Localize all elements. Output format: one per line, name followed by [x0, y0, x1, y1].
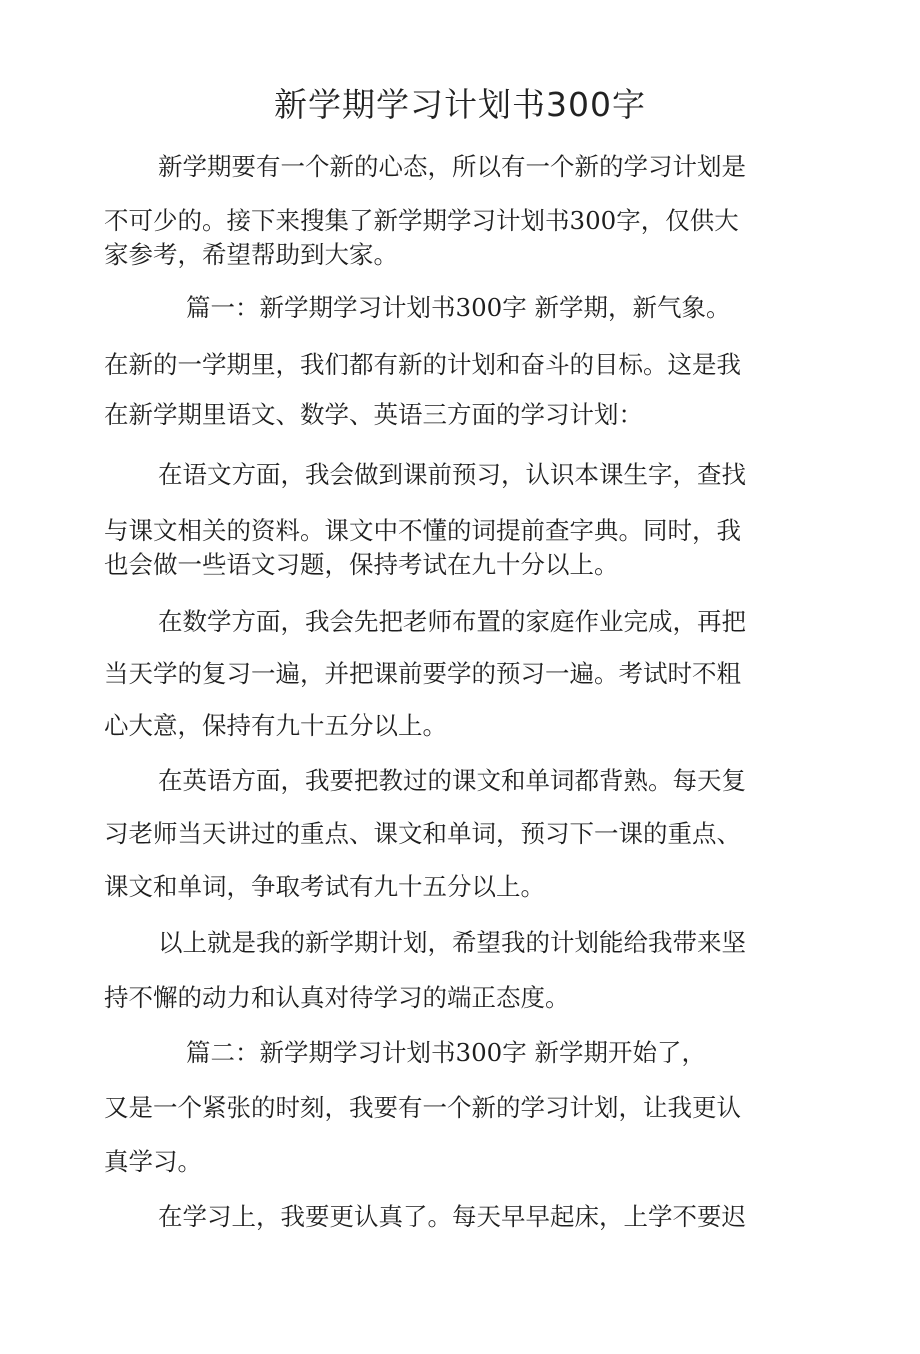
text-line-8: 与课文相关的资料。课文中不懂的词提前查字典。同时，我: [104, 516, 741, 545]
section-heading-2: 篇二：新学期学习计划书300字 新学期开始了，: [186, 1038, 707, 1067]
text-line-16: 以上就是我的新学期计划，希望我的计划能给我带来坚: [158, 928, 746, 957]
text-line-7: 在语文方面，我会做到课前预习，认识本课生字，查找: [158, 460, 746, 489]
text-line-20: 真学习。: [104, 1147, 202, 1176]
text-line-2: 不可少的。接下来搜集了新学期学习计划书300字，仅供大: [104, 206, 739, 235]
section-heading-1: 篇一：新学期学习计划书300字 新学期，新气象。: [186, 293, 731, 322]
text-line-17: 持不懈的动力和认真对待学习的端正态度。: [104, 983, 570, 1012]
document-title: 新学期学习计划书300字: [274, 85, 646, 124]
text-line-15: 课文和单词，争取考试有九十五分以上。: [104, 872, 545, 901]
text-line-5: 在新的一学期里，我们都有新的计划和奋斗的目标。这是我: [104, 350, 741, 379]
text-line-12: 心大意，保持有九十五分以上。: [104, 711, 447, 740]
text-line-6: 在新学期里语文、数学、英语三方面的学习计划：: [104, 400, 643, 429]
text-line-3: 家参考，希望帮助到大家。: [104, 240, 398, 269]
text-line-21: 在学习上，我要更认真了。每天早早起床，上学不要迟: [158, 1202, 746, 1231]
text-line-13: 在英语方面，我要把教过的课文和单词都背熟。每天复: [158, 766, 746, 795]
text-line-11: 当天学的复习一遍，并把课前要学的预习一遍。考试时不粗: [104, 659, 741, 688]
text-line-10: 在数学方面，我会先把老师布置的家庭作业完成，再把: [158, 607, 746, 636]
text-line-1: 新学期要有一个新的心态，所以有一个新的学习计划是: [158, 152, 746, 181]
text-line-9: 也会做一些语文习题，保持考试在九十分以上。: [104, 550, 619, 579]
text-line-19: 又是一个紧张的时刻，我要有一个新的学习计划，让我更认: [104, 1093, 741, 1122]
text-line-14: 习老师当天讲过的重点、课文和单词，预习下一课的重点、: [104, 819, 741, 848]
